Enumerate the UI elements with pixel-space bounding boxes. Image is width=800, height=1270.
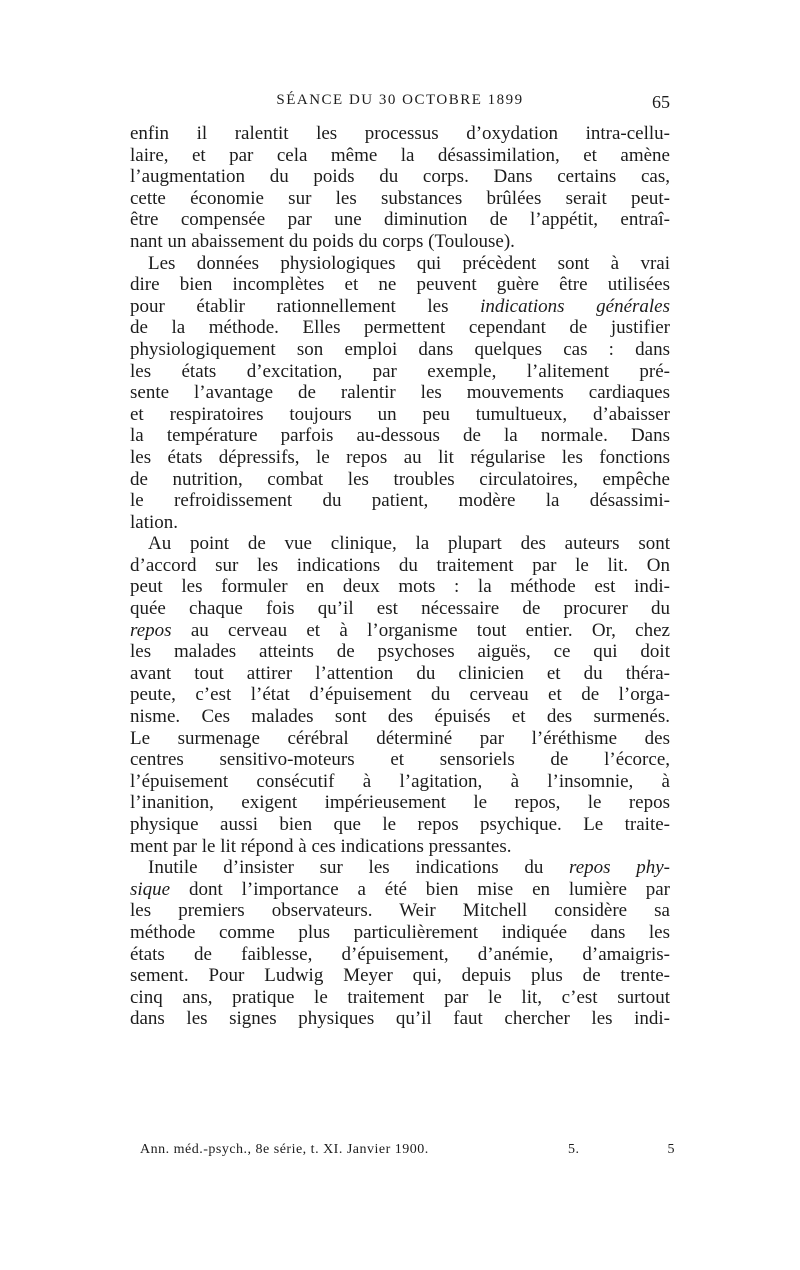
signature-mark: 5. [568,1142,580,1157]
text-line: enfin il ralentit les processus d’oxydation intra-cellu- [130,123,670,144]
text-line: lation. [130,511,179,533]
text-line: de la méthode. Elles permettent cependant de justifier [130,317,670,339]
text-run: pour établir rationnellement les [130,295,481,317]
text-line: d’accord sur les indications du traitement par le lit. On [130,554,670,576]
text-line: les premiers observateurs. Weir Mitchell considère sa [130,900,670,922]
text-line: les états dépressifs, le repos au lit régularise les fonctions [130,446,670,468]
text-line: Au point de vue clinique, la plupart des auteurs sont [148,533,670,555]
sheet-number: 5 [667,1142,675,1157]
body-text [130,123,670,1030]
text-line: les malades atteints de psychoses aiguës, ce qui doit [130,641,670,663]
text-line: dire bien incomplètes et ne peuvent guère être utilisées [130,274,670,296]
text-line: l’épuisement consécutif à l’agitation, à l’insomnie, à [130,770,670,792]
text-line: avant tout attirer l’attention du clinicien et du théra- [130,662,670,684]
running-title: SÉANCE DU 30 OCTOBRE 1899 [276,92,524,108]
text-line: cinq ans, pratique le traitement par le lit, c’est surtout [130,986,670,1008]
footer-citation [140,1142,675,1164]
text-line: sente l’avantage de ralentir les mouvements cardiaques [130,382,670,404]
text-line [130,296,670,318]
text-line: peute, c’est l’état d’épuisement du cerveau et de l’orga- [130,684,670,706]
italic-term: indications générales [480,295,670,317]
text-line: quée chaque fois qu’il est nécessaire de procurer du [130,598,670,620]
text-line: Le surmenage cérébral déterminé par l’éréthisme des [130,727,670,749]
text-line: et respiratoires toujours un peu tumultueux, d’abaisser [130,403,670,425]
text-line: la température parfois au-dessous de la normale. Dans [130,425,670,447]
text-line: centres sensitivo-moteurs et sensoriels de l’écorce, [130,749,670,771]
text-line: le refroidissement du patient, modère la désassimi- [130,490,670,512]
text-run: dont l’importance a été bien mise en lumière par [170,878,670,900]
text-line: de nutrition, combat les troubles circulatoires, empêche [130,468,670,490]
text-line: ment par le lit répond à ces indications pressantes. [130,835,512,857]
italic-term: repos phy- [569,857,670,879]
page-number: 65 [652,92,670,112]
text-line: nisme. Ces malades sont des épuisés et des surmenés. [130,706,670,728]
text-line: Les données physiologiques qui précèdent sont à vrai [148,252,670,274]
text-line [130,620,670,642]
running-header [130,92,670,116]
italic-term: sique [130,878,171,900]
text-line: cette économie sur les substances brûlées serait peut- [130,187,670,209]
text-line: les états d’excitation, par exemple, l’alitement pré- [130,360,670,382]
text-line: états de faiblesse, d’épuisement, d’anémie, d’amaigris- [130,943,670,965]
text-line: nant un abaissement du poids du corps (Toulouse). [130,230,515,252]
text-line: l’augmentation du poids du corps. Dans certains cas, [130,166,670,188]
text-line: l’inanition, exigent impérieusement le repos, le repos [130,792,670,814]
text-line: méthode comme plus particulièrement indiquée dans les [130,921,670,943]
text-line: laire, et par cela même la désassimilation, et amène [130,144,670,166]
text-line [130,857,670,879]
text-run: Inutile d’insister sur les indications du [148,857,570,879]
text-line: physiologiquement son emploi dans quelques cas : dans [130,338,670,360]
text-line: peut les formuler en deux mots : la méthode est indi- [130,576,670,598]
text-run: au cerveau et à l’organisme tout entier. Or, chez [171,619,670,641]
text-line: physique aussi bien que le repos psychique. Le traite- [130,814,670,835]
text-line [130,879,670,901]
text-line: être compensée par une diminution de l’appétit, entraî- [130,209,670,231]
journal-citation: Ann. méd.-psych., 8e série, t. XI. Janvier 1900. [140,1142,429,1157]
italic-term: repos [130,619,172,641]
text-line: sement. Pour Ludwig Meyer qui, depuis plus de trente- [130,965,670,987]
text-line: dans les signes physiques qu’il faut chercher les indi- [130,1008,670,1030]
